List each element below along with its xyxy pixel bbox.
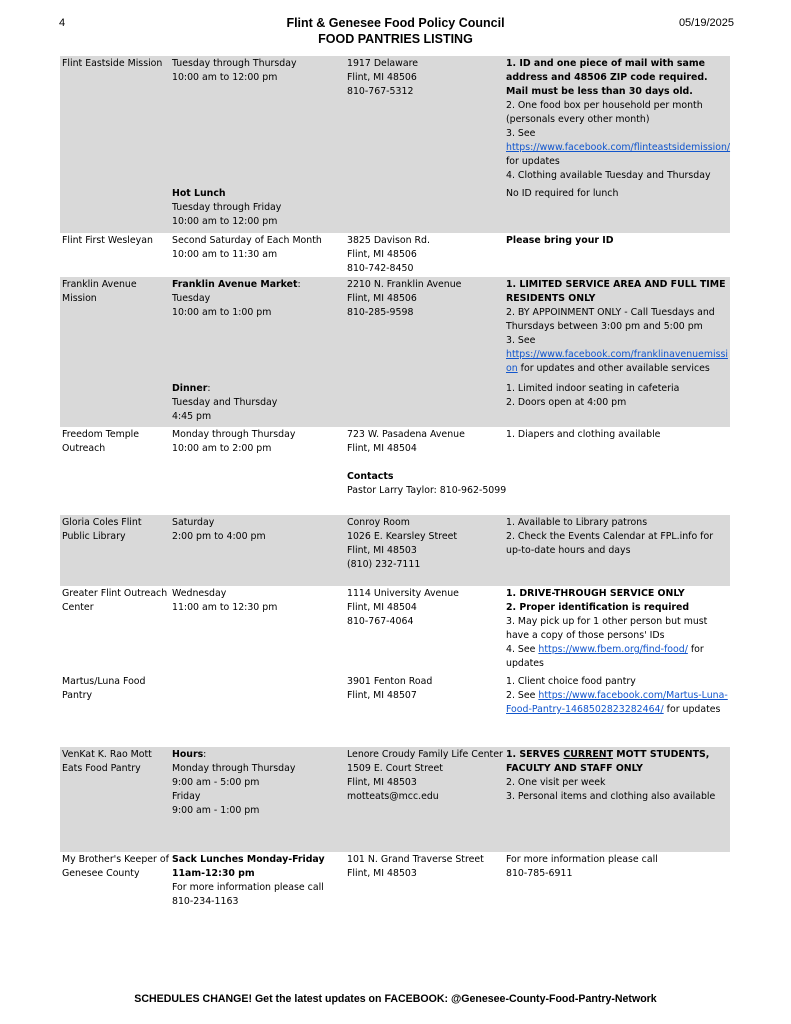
table-row <box>60 56 730 233</box>
schedule-line: 10:00 am to 12:00 pm <box>172 216 278 227</box>
title-line-2: FOOD PANTRIES LISTING <box>318 32 473 46</box>
schedule-line: 10:00 am to 12:00 pm <box>172 72 278 83</box>
address <box>347 748 507 804</box>
table-row <box>60 852 730 912</box>
colon: : <box>297 279 301 290</box>
note: 2. Doors open at 4:00 pm <box>506 397 627 408</box>
address-line: Flint, MI 48503 <box>347 777 417 788</box>
phone: 810-767-5312 <box>347 86 414 97</box>
address <box>347 428 507 498</box>
address-line: 1114 University Avenue <box>347 588 459 599</box>
pantry-name: VenKat K. Rao Mott Eats Food Pantry <box>62 749 152 774</box>
phone: (810) 232-7111 <box>347 559 421 570</box>
table-row <box>60 747 730 852</box>
notes <box>506 587 730 671</box>
address-line: 3901 Fenton Road <box>347 676 433 687</box>
table-row <box>60 277 730 427</box>
note: MOTT STUDENTS, FACULTY AND STAFF ONLY <box>506 749 710 774</box>
schedule <box>172 428 342 456</box>
table-row <box>60 233 730 277</box>
table-row <box>60 586 730 747</box>
address-line: 1026 E. Kearsley Street <box>347 531 458 542</box>
address-line: Flint, MI 48506 <box>347 249 417 260</box>
pantry-name: Franklin Avenue Mission <box>62 279 137 304</box>
notes <box>506 748 730 804</box>
footer-banner: SCHEDULES CHANGE! Get the latest updates on FACEBOOK: @Genesee-County-Food-Pantry-Network <box>134 993 657 1005</box>
notes <box>506 853 730 881</box>
address <box>347 278 507 320</box>
address-line: Flint, MI 48506 <box>347 293 417 304</box>
schedule-title: Hot Lunch <box>172 188 226 199</box>
title-line-1: Flint & Genesee Food Policy Council <box>286 16 505 30</box>
note: 1. DRIVE-THROUGH SERVICE ONLY <box>506 588 685 599</box>
address <box>347 587 507 629</box>
address <box>347 57 507 99</box>
note: 2. One food box per household per month (personals every other month) <box>506 100 703 125</box>
address-line: Lenore Croudy Family Life Center <box>347 749 503 760</box>
phone: 810-285-9598 <box>347 307 414 318</box>
notes <box>506 57 730 183</box>
schedule <box>172 234 342 262</box>
schedule-line: 11:00 am to 12:30 pm <box>172 602 278 613</box>
notes-dinner <box>506 382 730 410</box>
schedule-line: Second Saturday of Each Month <box>172 235 322 246</box>
address-line: Conroy Room <box>347 517 410 528</box>
note: 1. Limited indoor seating in cafeteria <box>506 383 680 394</box>
schedule-title: Dinner <box>172 383 208 394</box>
note-underlined: CURRENT <box>563 749 613 760</box>
schedule <box>172 587 342 615</box>
schedule <box>172 853 342 909</box>
address-line: 3825 Davison Rd. <box>347 235 430 246</box>
schedule-line: Monday through Thursday <box>172 429 296 440</box>
note: for updates <box>506 156 560 167</box>
facebook-link[interactable]: https://www.facebook.com/franklinavenuemission <box>506 349 728 374</box>
address-line: Flint, MI 48506 <box>347 72 417 83</box>
address-line: Flint, MI 48503 <box>347 868 417 879</box>
table-row <box>60 427 730 515</box>
contacts-title: Contacts <box>347 471 394 482</box>
address-line: Flint, MI 48503 <box>347 545 417 556</box>
schedule <box>172 278 342 320</box>
pantry-name: Freedom Temple Outreach <box>62 429 140 454</box>
address <box>347 516 507 572</box>
colon: : <box>203 749 207 760</box>
schedule-title: Sack Lunches Monday-Friday 11am-12:30 pm <box>172 854 325 879</box>
schedule-line: 10:00 am to 1:00 pm <box>172 307 272 318</box>
page-number: 4 <box>59 17 66 29</box>
note: 2. Proper identification is required <box>506 602 690 613</box>
phone: 810-767-4064 <box>347 616 414 627</box>
note: 1. ID and one piece of mail with same address and 48506 ZIP code required. Mail must be less than 30 days old. <box>506 58 708 97</box>
note: 4. Clothing available Tuesday and Thursday <box>506 170 711 181</box>
fbem-link[interactable]: https://www.fbem.org/find-food/ <box>538 644 688 655</box>
note: 3. See <box>506 335 536 346</box>
address-line: Flint, MI 48504 <box>347 443 417 454</box>
notes <box>506 675 730 717</box>
note: 2. See <box>506 690 539 701</box>
schedule-dinner <box>172 382 342 424</box>
note: 2. One visit per week <box>506 777 606 788</box>
address-line: Flint, MI 48507 <box>347 690 417 701</box>
schedule-line: Tuesday through Thursday <box>172 58 297 69</box>
schedule <box>172 57 342 85</box>
note: 3. Personal items and clothing also available <box>506 791 716 802</box>
schedule-line: Tuesday and Thursday <box>172 397 278 408</box>
note-lunch: No ID required for lunch <box>506 188 619 199</box>
schedule-line: Friday <box>172 791 201 802</box>
address-line: 1917 Delaware <box>347 58 419 69</box>
address-line: Flint, MI 48504 <box>347 602 417 613</box>
page-title <box>0 15 791 47</box>
note: 3. See <box>506 128 536 139</box>
address-line: 2210 N. Franklin Avenue <box>347 279 462 290</box>
schedule-line: 4:45 pm <box>172 411 212 422</box>
schedule-line: For more information please call <box>172 882 324 893</box>
pantry-name: Flint Eastside Mission <box>62 58 163 69</box>
pantry-name: Martus/Luna Food Pantry <box>62 676 146 701</box>
schedule-line: Tuesday <box>172 293 211 304</box>
note: 1. Available to Library patrons <box>506 517 648 528</box>
address <box>347 675 507 703</box>
note: 3. May pick up for 1 other person but must have a copy of those persons' IDs <box>506 616 708 641</box>
phone: 810-742-8450 <box>347 263 414 274</box>
facebook-link[interactable]: https://www.facebook.com/Martus-Luna-Food-Pantry-146850282328246​4/ <box>506 690 728 715</box>
note: for updates <box>506 644 704 669</box>
pantry-name: Gloria Coles Flint Public Library <box>62 517 142 542</box>
address-line: 723 W. Pasadena Avenue <box>347 429 465 440</box>
schedule-line: 10:00 am to 2:00 pm <box>172 443 272 454</box>
address <box>347 853 507 881</box>
address-line: 1509 E. Court Street <box>347 763 443 774</box>
note: For more information please call <box>506 854 658 865</box>
schedule-line: 10:00 am to 11:30 am <box>172 249 278 260</box>
email: motteats@mcc.edu <box>347 791 439 802</box>
schedule-line: Tuesday through Friday <box>172 202 282 213</box>
note: 1. LIMITED SERVICE AREA AND FULL TIME RESIDENTS ONLY <box>506 279 726 304</box>
contact: Pastor Larry Taylor: 810-962-5099 <box>347 485 507 496</box>
colon: : <box>207 383 211 394</box>
schedule-hot-lunch <box>172 187 342 229</box>
note: 2. BY APPOINMENT ONLY - Call Tuesdays and Thursdays between 3:00 pm and 5:00 pm <box>506 307 715 332</box>
note: for updates <box>663 704 721 715</box>
pantry-name: My Brother's Keeper of Genesee County <box>62 854 169 879</box>
schedule-line: Monday through Thursday <box>172 763 296 774</box>
schedule-line: Saturday <box>172 517 215 528</box>
schedule-line: 9:00 am - 1:00 pm <box>172 805 260 816</box>
address-line: 101 N. Grand Traverse Street <box>347 854 484 865</box>
schedule-line: 2:00 pm to 4:00 pm <box>172 531 266 542</box>
note: Please bring your ID <box>506 235 614 246</box>
pantry-name: Greater Flint Outreach Center <box>62 588 168 613</box>
notes <box>506 516 730 558</box>
note: 1. Client choice food pantry <box>506 676 636 687</box>
notes <box>506 278 730 376</box>
note: 1. SERVES <box>506 749 564 760</box>
facebook-link[interactable]: https://www.facebook.com/flinteastsidemission/ <box>506 142 731 153</box>
schedule-line: Wednesday <box>172 588 227 599</box>
pantry-name: Flint First Wesleyan <box>62 235 153 246</box>
schedule <box>172 516 342 544</box>
note: 1. Diapers and clothing available <box>506 429 661 440</box>
phone: 810-234-1163 <box>172 896 239 907</box>
note: for updates and other available services <box>517 363 710 374</box>
note: 4. See <box>506 644 539 655</box>
address <box>347 234 507 276</box>
table-row <box>60 515 730 586</box>
note: 2. Check the Events Calendar at FPL.info for up-to-date hours and days <box>506 531 714 556</box>
schedule-title: Franklin Avenue Market <box>172 279 298 290</box>
schedule-line: 9:00 am - 5:00 pm <box>172 777 260 788</box>
schedule <box>172 748 342 818</box>
phone: 810-785-6911 <box>506 868 573 879</box>
page-date: 05/19/2025 <box>678 17 734 29</box>
schedule-title: Hours <box>172 749 204 760</box>
